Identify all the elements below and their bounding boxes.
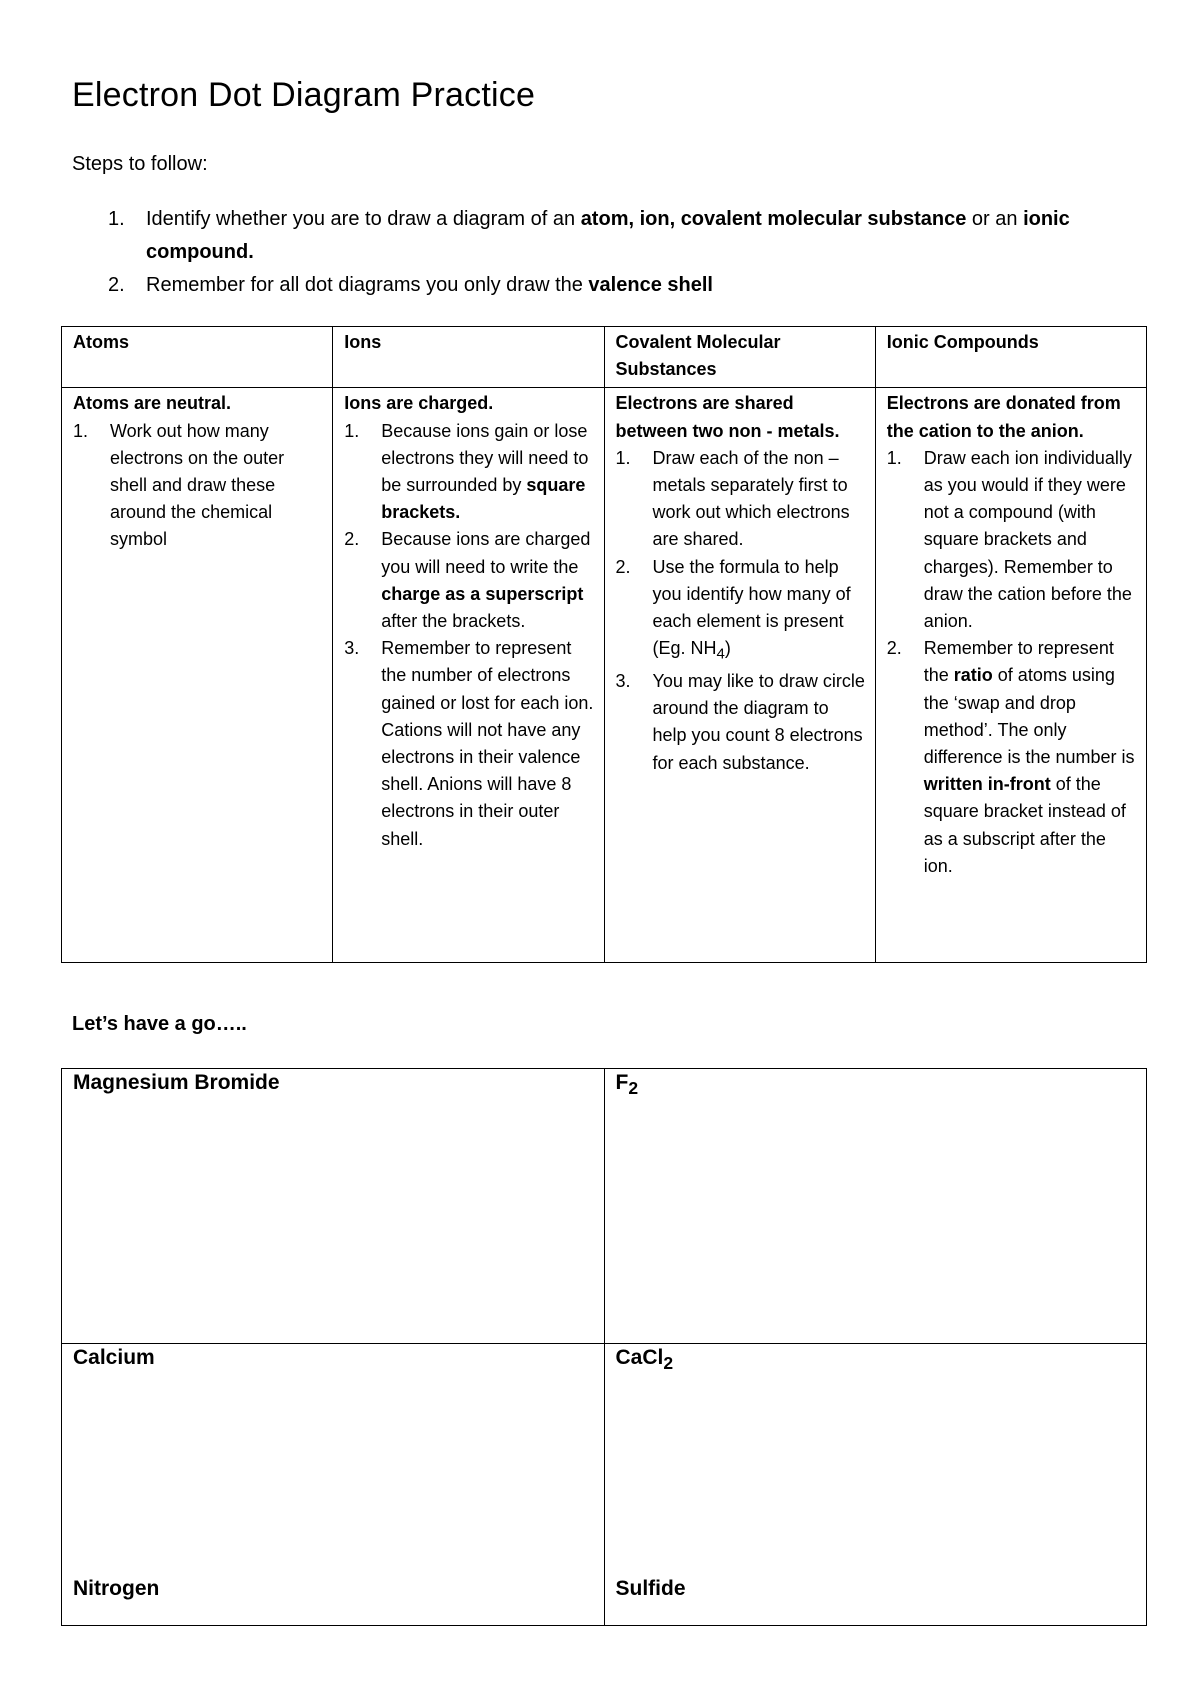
list-item — [616, 554, 866, 668]
item-bold-text: written in-front — [923, 774, 1051, 795]
header-atoms: Atoms — [62, 327, 333, 388]
lets-have-a-go-label: Let’s have a go….. — [72, 1013, 247, 1035]
ionic-list — [887, 445, 1137, 880]
item-text: Draw each of the non – metals separately first to work out which electrons are shared. — [652, 447, 850, 550]
cacl2-subscript: 2 — [663, 1353, 674, 1374]
step-bold-text: ionic compound. — [146, 208, 1070, 263]
cacl2-base: CaCl — [615, 1346, 664, 1369]
calcium-nitrogen-box[interactable] — [62, 1344, 605, 1626]
calcium-label: Calcium — [73, 1346, 155, 1369]
f2-label — [616, 1071, 639, 1099]
item-number: 2. — [886, 638, 902, 659]
cacl2-label — [616, 1346, 674, 1374]
step-item — [72, 203, 1132, 269]
practice-row — [62, 1069, 1147, 1344]
step-text: Identify whether you are to draw a diagram of an — [146, 208, 581, 230]
step-bold-text: atom, ion, covalent molecular substance — [580, 208, 967, 230]
list-item — [344, 635, 594, 853]
ions-list — [344, 418, 594, 853]
ions-cell — [333, 388, 604, 963]
magnesium-bromide-box[interactable] — [62, 1069, 605, 1344]
header-ions: Ions — [333, 327, 604, 388]
f2-box[interactable] — [604, 1069, 1147, 1344]
covalent-heading: Electrons are shared between two non - metals. — [615, 393, 840, 441]
header-ionic: Ionic Compounds — [875, 327, 1146, 388]
f2-base: F — [615, 1071, 629, 1094]
item-text: Because ions gain or lose electrons they will need to be surrounded by — [381, 420, 589, 496]
item-text: You may like to draw circle around the diagram to help you count 8 electrons for each substance. — [652, 671, 865, 773]
step-text: or an — [966, 208, 1024, 230]
item-bold-text: square brackets. — [381, 475, 586, 523]
f2-subscript: 2 — [628, 1078, 639, 1099]
item-text: Remember to represent the number of electrons gained or lost for each ion. Cations will not have any electrons in their valence shell. Anions will have 8 electrons in their outer shell. — [381, 638, 594, 849]
practice-row — [62, 1344, 1147, 1626]
list-item — [616, 445, 866, 554]
formula-subscript: 4 — [716, 645, 725, 663]
list-item — [616, 668, 866, 777]
item-number: 1. — [615, 447, 631, 468]
item-text: Draw each ion individually as you would if they were not a compound (with square brackets and charges). Remember to draw the cation before the anion. — [923, 447, 1132, 632]
item-text: Remember to represent the — [923, 638, 1114, 686]
item-number: 3. — [344, 638, 360, 659]
item-number: 2. — [615, 556, 631, 577]
list-item — [344, 526, 594, 635]
nitrogen-label: Nitrogen — [73, 1577, 160, 1600]
practice-table — [61, 1068, 1147, 1626]
atoms-cell — [62, 388, 333, 963]
list-item — [887, 635, 1137, 880]
item-number: 1. — [886, 447, 902, 468]
covalent-list — [616, 445, 866, 777]
item-text: Because ions are charged you will need to write the — [381, 529, 591, 577]
item-number: 2. — [344, 529, 360, 550]
list-item — [344, 418, 594, 527]
rules-body-row — [62, 388, 1147, 963]
rules-header-row — [62, 327, 1147, 388]
item-text: of the square bracket instead of as a subscript after the ion. — [923, 774, 1126, 876]
sulfide-label: Sulfide — [615, 1577, 686, 1600]
step-bold-text: valence shell — [588, 274, 713, 296]
rules-table — [61, 326, 1147, 963]
atoms-heading: Atoms are neutral. — [73, 393, 232, 414]
list-item — [73, 418, 323, 554]
item-text: after the brackets. — [381, 611, 526, 632]
ionic-heading: Electrons are donated from the cation to the anion. — [886, 393, 1121, 441]
covalent-cell — [604, 388, 875, 963]
atoms-list — [73, 418, 323, 554]
cacl2-sulfide-box[interactable] — [604, 1344, 1147, 1626]
item-text: Use the formula to help you identify how many of each element is present (Eg. NH — [652, 556, 851, 659]
step-item — [72, 269, 1132, 302]
item-number: 1. — [344, 420, 360, 441]
ionic-cell — [875, 388, 1146, 963]
item-number: 3. — [615, 671, 631, 692]
item-bold-text: ratio — [953, 665, 993, 686]
page-title: Electron Dot Diagram Practice — [72, 76, 536, 114]
list-item — [887, 445, 1137, 635]
item-text: ) — [724, 638, 731, 659]
item-text: of atoms using the ‘swap and drop method’. The only difference is the number is — [923, 665, 1135, 768]
header-covalent: Covalent Molecular Substances — [604, 327, 875, 388]
step-text: Remember for all dot diagrams you only draw the — [146, 274, 589, 296]
steps-list — [72, 203, 1132, 302]
item-text: Work out how many electrons on the outer shell and draw these around the chemical symbol — [110, 420, 285, 550]
steps-label: Steps to follow: — [72, 153, 208, 175]
ions-heading: Ions are charged. — [344, 393, 494, 414]
item-number: 1. — [73, 420, 89, 441]
magnesium-bromide-label: Magnesium Bromide — [73, 1071, 280, 1094]
step-number: 2. — [108, 274, 125, 296]
item-bold-text: charge as a superscript — [381, 583, 584, 604]
step-number: 1. — [108, 208, 125, 230]
